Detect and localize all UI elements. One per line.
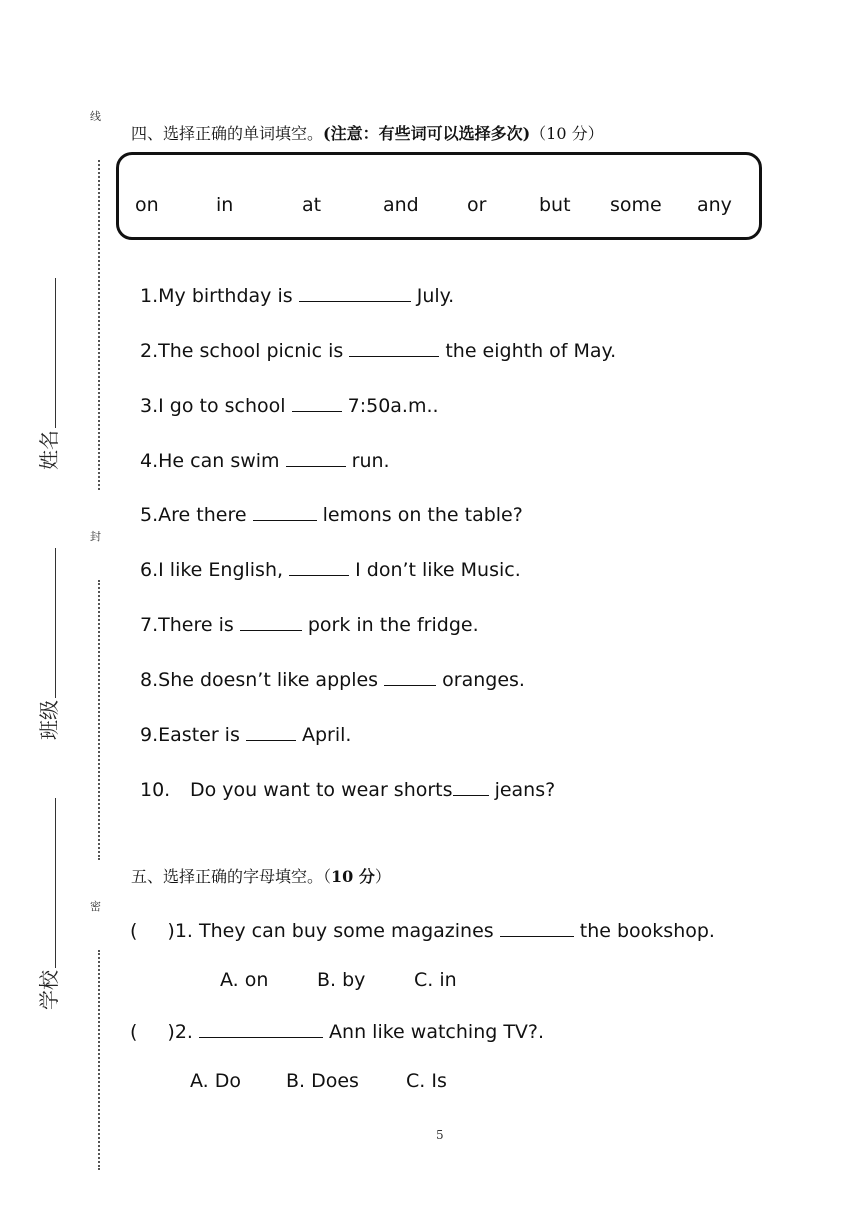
question-7: 7.There is pork in the fridge. <box>140 614 479 636</box>
answer-blank[interactable] <box>299 283 411 302</box>
option-b[interactable]: B. by <box>317 969 366 991</box>
question-6: 6.I like English, I don’t like Music. <box>140 559 521 581</box>
section-4-title: 四、选择正确的单词填空。(注意：有些词可以选择多次)（10 分） <box>131 124 604 143</box>
answer-blank[interactable] <box>500 918 574 937</box>
question-2: 2.The school picnic is the eighth of May. <box>140 340 617 362</box>
page-number: 5 <box>436 1128 444 1142</box>
answer-blank[interactable] <box>349 338 439 357</box>
option-a[interactable]: A. on <box>220 969 269 991</box>
name-field-label: 姓名 <box>33 278 62 470</box>
answer-blank[interactable] <box>453 777 489 796</box>
word-bank-item: at <box>302 194 322 216</box>
binding-char-xian: 线 <box>90 110 101 123</box>
question-4: 4.He can swim run. <box>140 450 390 472</box>
section-5-title: 五、选择正确的字母填空。（10 分） <box>131 867 391 886</box>
binding-dotted-line <box>98 160 100 490</box>
word-bank-item: any <box>697 194 732 216</box>
word-bank-box <box>116 152 762 240</box>
school-field-label: 学校 <box>33 798 62 1010</box>
word-bank-item: in <box>216 194 234 216</box>
question-8: 8.She doesn’t like apples oranges. <box>140 669 525 691</box>
question-10: 10. Do you want to wear shorts jeans? <box>140 779 556 801</box>
mc-question-2: ( )2. Ann like watching TV?. <box>130 1021 545 1043</box>
word-bank-item: some <box>610 194 662 216</box>
option-c[interactable]: C. Is <box>406 1070 447 1092</box>
word-bank-item: and <box>383 194 419 216</box>
question-3: 3.I go to school 7:50a.m.. <box>140 395 439 417</box>
word-bank-item: or <box>467 194 487 216</box>
answer-blank[interactable] <box>292 393 342 412</box>
binding-dotted-line <box>98 580 100 860</box>
answer-blank[interactable] <box>286 448 346 467</box>
question-5: 5.Are there lemons on the table? <box>140 504 523 526</box>
option-c[interactable]: C. in <box>414 969 457 991</box>
answer-blank[interactable] <box>246 722 296 741</box>
question-1: 1.My birthday is July. <box>140 285 455 307</box>
binding-dotted-line <box>98 950 100 1170</box>
word-bank-item: but <box>539 194 571 216</box>
answer-paren[interactable]: ( <box>130 1021 138 1043</box>
option-a[interactable]: A. Do <box>190 1070 241 1092</box>
answer-blank[interactable] <box>240 612 302 631</box>
binding-char-mi: 密 <box>90 900 101 913</box>
answer-blank[interactable] <box>253 502 317 521</box>
question-9: 9.Easter is April. <box>140 724 352 746</box>
option-b[interactable]: B. Does <box>286 1070 359 1092</box>
binding-char-feng: 封 <box>90 530 101 543</box>
class-field-label: 班级 <box>33 548 62 740</box>
answer-blank[interactable] <box>289 557 349 576</box>
mc-question-1: ( )1. They can buy some magazines the bookshop. <box>130 920 715 942</box>
answer-blank[interactable] <box>199 1019 323 1038</box>
answer-paren[interactable]: ( <box>130 920 138 942</box>
answer-blank[interactable] <box>384 667 436 686</box>
word-bank-item: on <box>135 194 159 216</box>
